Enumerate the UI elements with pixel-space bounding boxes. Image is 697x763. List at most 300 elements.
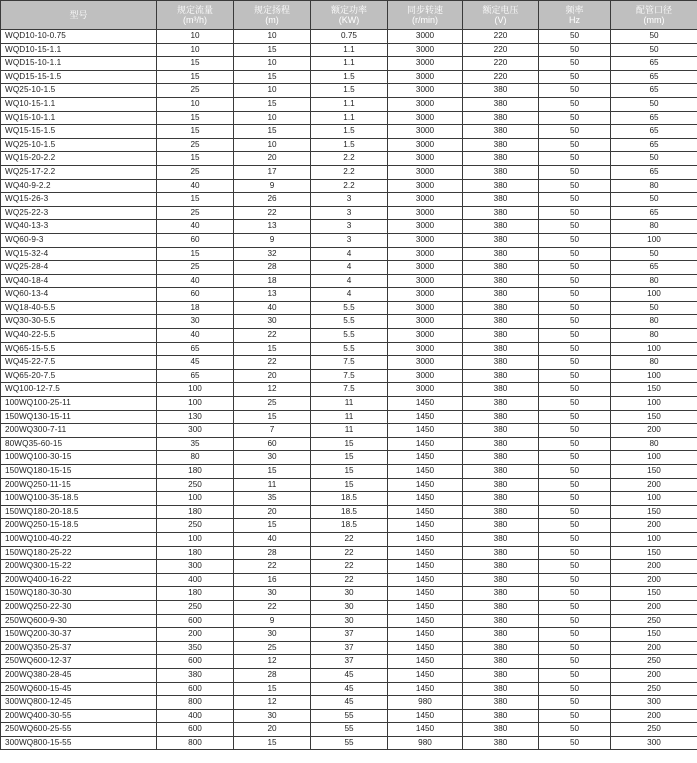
cell-frequency: 50 (539, 600, 611, 614)
cell-frequency: 50 (539, 532, 611, 546)
cell-power: 11 (311, 410, 388, 424)
cell-model: 300WQ800-12-45 (1, 696, 157, 710)
cell-head: 15 (234, 97, 311, 111)
cell-flow: 15 (157, 70, 234, 84)
cell-voltage: 380 (463, 519, 539, 533)
cell-head: 12 (234, 383, 311, 397)
cell-speed: 3000 (388, 301, 463, 315)
cell-voltage: 380 (463, 165, 539, 179)
cell-power: 4 (311, 274, 388, 288)
cell-frequency: 50 (539, 84, 611, 98)
cell-flow: 300 (157, 424, 234, 438)
cell-model: WQ15-32-4 (1, 247, 157, 261)
cell-pipe-diameter: 50 (611, 247, 697, 261)
cell-power: 1.1 (311, 43, 388, 57)
cell-pipe-diameter: 65 (611, 111, 697, 125)
cell-voltage: 380 (463, 342, 539, 356)
cell-speed: 3000 (388, 57, 463, 71)
cell-pipe-diameter: 200 (611, 709, 697, 723)
cell-flow: 80 (157, 451, 234, 465)
cell-speed: 3000 (388, 179, 463, 193)
cell-frequency: 50 (539, 492, 611, 506)
cell-power: 30 (311, 614, 388, 628)
header-power: 额定功率 (KW) (311, 1, 388, 30)
cell-frequency: 50 (539, 397, 611, 411)
cell-speed: 3000 (388, 220, 463, 234)
cell-frequency: 50 (539, 165, 611, 179)
cell-power: 3 (311, 206, 388, 220)
cell-frequency: 50 (539, 125, 611, 139)
cell-head: 13 (234, 288, 311, 302)
cell-power: 18.5 (311, 492, 388, 506)
cell-speed: 1450 (388, 532, 463, 546)
cell-power: 15 (311, 451, 388, 465)
cell-voltage: 380 (463, 97, 539, 111)
cell-pipe-diameter: 65 (611, 138, 697, 152)
header-pipe-diameter: 配管口径 (mm) (611, 1, 697, 30)
cell-power: 22 (311, 573, 388, 587)
cell-pipe-diameter: 250 (611, 682, 697, 696)
cell-voltage: 380 (463, 383, 539, 397)
cell-model: WQ25-10-1.5 (1, 84, 157, 98)
cell-frequency: 50 (539, 30, 611, 44)
cell-speed: 3000 (388, 152, 463, 166)
cell-pipe-diameter: 80 (611, 315, 697, 329)
cell-power: 4 (311, 261, 388, 275)
cell-flow: 15 (157, 193, 234, 207)
table-row (1, 356, 697, 370)
cell-speed: 1450 (388, 478, 463, 492)
cell-head: 28 (234, 546, 311, 560)
cell-pipe-diameter: 150 (611, 383, 697, 397)
cell-power: 4 (311, 247, 388, 261)
cell-flow: 60 (157, 233, 234, 247)
cell-flow: 60 (157, 288, 234, 302)
cell-frequency: 50 (539, 97, 611, 111)
cell-power: 2.2 (311, 179, 388, 193)
cell-model: WQ40-22-5.5 (1, 329, 157, 343)
table-row (1, 179, 697, 193)
table-row (1, 329, 697, 343)
cell-power: 55 (311, 736, 388, 750)
table-row (1, 57, 697, 71)
cell-speed: 1450 (388, 546, 463, 560)
cell-voltage: 380 (463, 682, 539, 696)
cell-frequency: 50 (539, 410, 611, 424)
cell-power: 0.75 (311, 30, 388, 44)
cell-head: 15 (234, 43, 311, 57)
cell-voltage: 380 (463, 600, 539, 614)
cell-power: 5.5 (311, 315, 388, 329)
cell-pipe-diameter: 100 (611, 492, 697, 506)
cell-voltage: 220 (463, 70, 539, 84)
table-row (1, 709, 697, 723)
cell-pipe-diameter: 200 (611, 478, 697, 492)
cell-pipe-diameter: 100 (611, 451, 697, 465)
table-row (1, 70, 697, 84)
cell-frequency: 50 (539, 451, 611, 465)
cell-voltage: 380 (463, 451, 539, 465)
table-row (1, 397, 697, 411)
cell-voltage: 380 (463, 356, 539, 370)
cell-voltage: 220 (463, 30, 539, 44)
cell-speed: 1450 (388, 560, 463, 574)
cell-speed: 3000 (388, 30, 463, 44)
cell-pipe-diameter: 80 (611, 356, 697, 370)
cell-power: 1.1 (311, 111, 388, 125)
cell-power: 5.5 (311, 329, 388, 343)
cell-flow: 25 (157, 261, 234, 275)
cell-head: 9 (234, 233, 311, 247)
cell-head: 10 (234, 138, 311, 152)
cell-flow: 300 (157, 560, 234, 574)
cell-pipe-diameter: 200 (611, 600, 697, 614)
cell-model: 100WQ100-35-18.5 (1, 492, 157, 506)
cell-frequency: 50 (539, 111, 611, 125)
cell-power: 18.5 (311, 505, 388, 519)
cell-pipe-diameter: 65 (611, 125, 697, 139)
table-row (1, 410, 697, 424)
cell-frequency: 50 (539, 315, 611, 329)
cell-power: 45 (311, 696, 388, 710)
cell-head: 32 (234, 247, 311, 261)
cell-pipe-diameter: 80 (611, 220, 697, 234)
cell-voltage: 380 (463, 641, 539, 655)
cell-head: 18 (234, 274, 311, 288)
cell-frequency: 50 (539, 369, 611, 383)
cell-model: 150WQ200-30-37 (1, 628, 157, 642)
cell-power: 45 (311, 682, 388, 696)
cell-frequency: 50 (539, 70, 611, 84)
cell-pipe-diameter: 65 (611, 57, 697, 71)
cell-speed: 980 (388, 696, 463, 710)
cell-model: 200WQ300-15-22 (1, 560, 157, 574)
cell-voltage: 380 (463, 315, 539, 329)
cell-head: 15 (234, 519, 311, 533)
cell-voltage: 380 (463, 709, 539, 723)
cell-model: 150WQ180-25-22 (1, 546, 157, 560)
cell-voltage: 380 (463, 329, 539, 343)
cell-power: 22 (311, 532, 388, 546)
cell-flow: 15 (157, 152, 234, 166)
cell-speed: 1450 (388, 437, 463, 451)
cell-frequency: 50 (539, 641, 611, 655)
cell-head: 15 (234, 125, 311, 139)
cell-head: 22 (234, 600, 311, 614)
cell-speed: 3000 (388, 97, 463, 111)
cell-model: 300WQ800-15-55 (1, 736, 157, 750)
table-row (1, 492, 697, 506)
cell-head: 10 (234, 57, 311, 71)
cell-voltage: 380 (463, 437, 539, 451)
cell-model: WQ65-20-7.5 (1, 369, 157, 383)
cell-voltage: 380 (463, 532, 539, 546)
cell-head: 22 (234, 356, 311, 370)
cell-flow: 800 (157, 736, 234, 750)
cell-frequency: 50 (539, 274, 611, 288)
cell-head: 11 (234, 478, 311, 492)
cell-voltage: 380 (463, 301, 539, 315)
cell-pipe-diameter: 100 (611, 233, 697, 247)
cell-model: WQ15-26-3 (1, 193, 157, 207)
cell-frequency: 50 (539, 288, 611, 302)
cell-voltage: 380 (463, 696, 539, 710)
cell-flow: 25 (157, 206, 234, 220)
cell-head: 30 (234, 709, 311, 723)
table-row (1, 532, 697, 546)
cell-head: 30 (234, 315, 311, 329)
cell-speed: 3000 (388, 369, 463, 383)
cell-pipe-diameter: 65 (611, 84, 697, 98)
cell-frequency: 50 (539, 560, 611, 574)
table-row (1, 573, 697, 587)
cell-model: WQ18-40-5.5 (1, 301, 157, 315)
table-row (1, 152, 697, 166)
cell-pipe-diameter: 150 (611, 628, 697, 642)
cell-model: WQ40-18-4 (1, 274, 157, 288)
cell-pipe-diameter: 50 (611, 152, 697, 166)
cell-model: 200WQ250-15-18.5 (1, 519, 157, 533)
cell-voltage: 380 (463, 84, 539, 98)
cell-flow: 180 (157, 465, 234, 479)
cell-pipe-diameter: 200 (611, 519, 697, 533)
cell-flow: 35 (157, 437, 234, 451)
cell-flow: 25 (157, 138, 234, 152)
cell-frequency: 50 (539, 193, 611, 207)
cell-pipe-diameter: 150 (611, 410, 697, 424)
cell-head: 20 (234, 369, 311, 383)
table-row (1, 451, 697, 465)
cell-power: 45 (311, 668, 388, 682)
cell-frequency: 50 (539, 573, 611, 587)
cell-model: 200WQ300-7-11 (1, 424, 157, 438)
cell-head: 22 (234, 560, 311, 574)
cell-speed: 3000 (388, 125, 463, 139)
cell-speed: 3000 (388, 43, 463, 57)
cell-pipe-diameter: 200 (611, 424, 697, 438)
cell-frequency: 50 (539, 478, 611, 492)
cell-head: 7 (234, 424, 311, 438)
cell-model: 250WQ600-25-55 (1, 723, 157, 737)
cell-frequency: 50 (539, 206, 611, 220)
cell-model: WQD15-10-1.1 (1, 57, 157, 71)
cell-flow: 15 (157, 57, 234, 71)
table-row (1, 43, 697, 57)
cell-pipe-diameter: 100 (611, 369, 697, 383)
cell-flow: 40 (157, 329, 234, 343)
cell-speed: 3000 (388, 356, 463, 370)
cell-head: 25 (234, 641, 311, 655)
table-row (1, 138, 697, 152)
cell-power: 1.1 (311, 57, 388, 71)
cell-voltage: 380 (463, 424, 539, 438)
cell-frequency: 50 (539, 342, 611, 356)
cell-flow: 100 (157, 492, 234, 506)
cell-head: 28 (234, 261, 311, 275)
table-row (1, 696, 697, 710)
cell-head: 9 (234, 614, 311, 628)
cell-frequency: 50 (539, 505, 611, 519)
cell-voltage: 380 (463, 573, 539, 587)
cell-speed: 3000 (388, 329, 463, 343)
cell-model: WQ60-9-3 (1, 233, 157, 247)
cell-flow: 600 (157, 655, 234, 669)
cell-pipe-diameter: 200 (611, 641, 697, 655)
cell-voltage: 380 (463, 736, 539, 750)
table-row (1, 505, 697, 519)
cell-frequency: 50 (539, 247, 611, 261)
cell-pipe-diameter: 65 (611, 70, 697, 84)
cell-flow: 180 (157, 505, 234, 519)
cell-flow: 25 (157, 84, 234, 98)
cell-voltage: 220 (463, 57, 539, 71)
cell-model: WQ65-15-5.5 (1, 342, 157, 356)
table-row (1, 465, 697, 479)
table-row (1, 668, 697, 682)
cell-power: 1.5 (311, 125, 388, 139)
cell-model: WQ15-20-2.2 (1, 152, 157, 166)
cell-pipe-diameter: 150 (611, 505, 697, 519)
cell-voltage: 380 (463, 628, 539, 642)
cell-head: 20 (234, 152, 311, 166)
cell-pipe-diameter: 50 (611, 30, 697, 44)
cell-power: 30 (311, 600, 388, 614)
cell-voltage: 380 (463, 152, 539, 166)
cell-voltage: 380 (463, 465, 539, 479)
cell-power: 15 (311, 437, 388, 451)
table-row (1, 369, 697, 383)
cell-head: 15 (234, 70, 311, 84)
cell-speed: 3000 (388, 342, 463, 356)
cell-pipe-diameter: 300 (611, 696, 697, 710)
cell-speed: 3000 (388, 233, 463, 247)
cell-pipe-diameter: 100 (611, 342, 697, 356)
cell-head: 26 (234, 193, 311, 207)
cell-speed: 1450 (388, 655, 463, 669)
cell-frequency: 50 (539, 43, 611, 57)
cell-head: 10 (234, 30, 311, 44)
cell-voltage: 380 (463, 206, 539, 220)
cell-model: 80WQ35-60-15 (1, 437, 157, 451)
cell-pipe-diameter: 250 (611, 614, 697, 628)
cell-frequency: 50 (539, 655, 611, 669)
cell-speed: 1450 (388, 410, 463, 424)
cell-head: 30 (234, 628, 311, 642)
cell-head: 60 (234, 437, 311, 451)
table-row (1, 736, 697, 750)
cell-power: 4 (311, 288, 388, 302)
cell-model: WQD10-10-0.75 (1, 30, 157, 44)
cell-model: 200WQ380-28-45 (1, 668, 157, 682)
table-row (1, 600, 697, 614)
cell-speed: 1450 (388, 492, 463, 506)
cell-frequency: 50 (539, 424, 611, 438)
cell-power: 7.5 (311, 356, 388, 370)
cell-pipe-diameter: 65 (611, 206, 697, 220)
cell-model: WQ15-10-1.1 (1, 111, 157, 125)
table-row (1, 682, 697, 696)
cell-power: 3 (311, 233, 388, 247)
cell-power: 1.5 (311, 138, 388, 152)
cell-model: 150WQ130-15-11 (1, 410, 157, 424)
cell-power: 5.5 (311, 342, 388, 356)
cell-head: 35 (234, 492, 311, 506)
cell-frequency: 50 (539, 233, 611, 247)
table-body (1, 30, 697, 750)
cell-flow: 400 (157, 573, 234, 587)
cell-head: 15 (234, 410, 311, 424)
cell-flow: 100 (157, 532, 234, 546)
cell-model: 250WQ600-15-45 (1, 682, 157, 696)
cell-pipe-diameter: 150 (611, 587, 697, 601)
table-row (1, 97, 697, 111)
cell-frequency: 50 (539, 138, 611, 152)
cell-head: 12 (234, 655, 311, 669)
cell-speed: 1450 (388, 628, 463, 642)
cell-frequency: 50 (539, 587, 611, 601)
cell-speed: 1450 (388, 519, 463, 533)
cell-voltage: 380 (463, 546, 539, 560)
cell-speed: 1450 (388, 587, 463, 601)
cell-head: 40 (234, 301, 311, 315)
cell-voltage: 380 (463, 492, 539, 506)
cell-flow: 350 (157, 641, 234, 655)
cell-pipe-diameter: 80 (611, 329, 697, 343)
cell-voltage: 380 (463, 410, 539, 424)
cell-voltage: 380 (463, 655, 539, 669)
cell-voltage: 380 (463, 614, 539, 628)
cell-frequency: 50 (539, 301, 611, 315)
cell-head: 28 (234, 668, 311, 682)
cell-model: 250WQ600-12-37 (1, 655, 157, 669)
cell-pipe-diameter: 100 (611, 397, 697, 411)
cell-frequency: 50 (539, 682, 611, 696)
table-row (1, 301, 697, 315)
table-row (1, 342, 697, 356)
cell-pipe-diameter: 250 (611, 655, 697, 669)
cell-flow: 130 (157, 410, 234, 424)
cell-flow: 180 (157, 587, 234, 601)
cell-flow: 15 (157, 247, 234, 261)
cell-pipe-diameter: 50 (611, 97, 697, 111)
cell-flow: 600 (157, 723, 234, 737)
cell-frequency: 50 (539, 668, 611, 682)
cell-flow: 40 (157, 274, 234, 288)
cell-power: 37 (311, 628, 388, 642)
cell-frequency: 50 (539, 614, 611, 628)
cell-voltage: 380 (463, 397, 539, 411)
cell-head: 15 (234, 465, 311, 479)
table-row (1, 628, 697, 642)
cell-model: WQ15-15-1.5 (1, 125, 157, 139)
cell-flow: 25 (157, 165, 234, 179)
cell-power: 30 (311, 587, 388, 601)
header-flow: 规定流量 (m³/h) (157, 1, 234, 30)
cell-voltage: 380 (463, 247, 539, 261)
cell-speed: 3000 (388, 206, 463, 220)
cell-head: 15 (234, 342, 311, 356)
cell-speed: 1450 (388, 668, 463, 682)
cell-power: 1.1 (311, 97, 388, 111)
cell-head: 9 (234, 179, 311, 193)
cell-pipe-diameter: 200 (611, 560, 697, 574)
cell-voltage: 380 (463, 505, 539, 519)
cell-head: 30 (234, 587, 311, 601)
table-row (1, 437, 697, 451)
cell-voltage: 380 (463, 193, 539, 207)
cell-speed: 1450 (388, 600, 463, 614)
table-row (1, 125, 697, 139)
